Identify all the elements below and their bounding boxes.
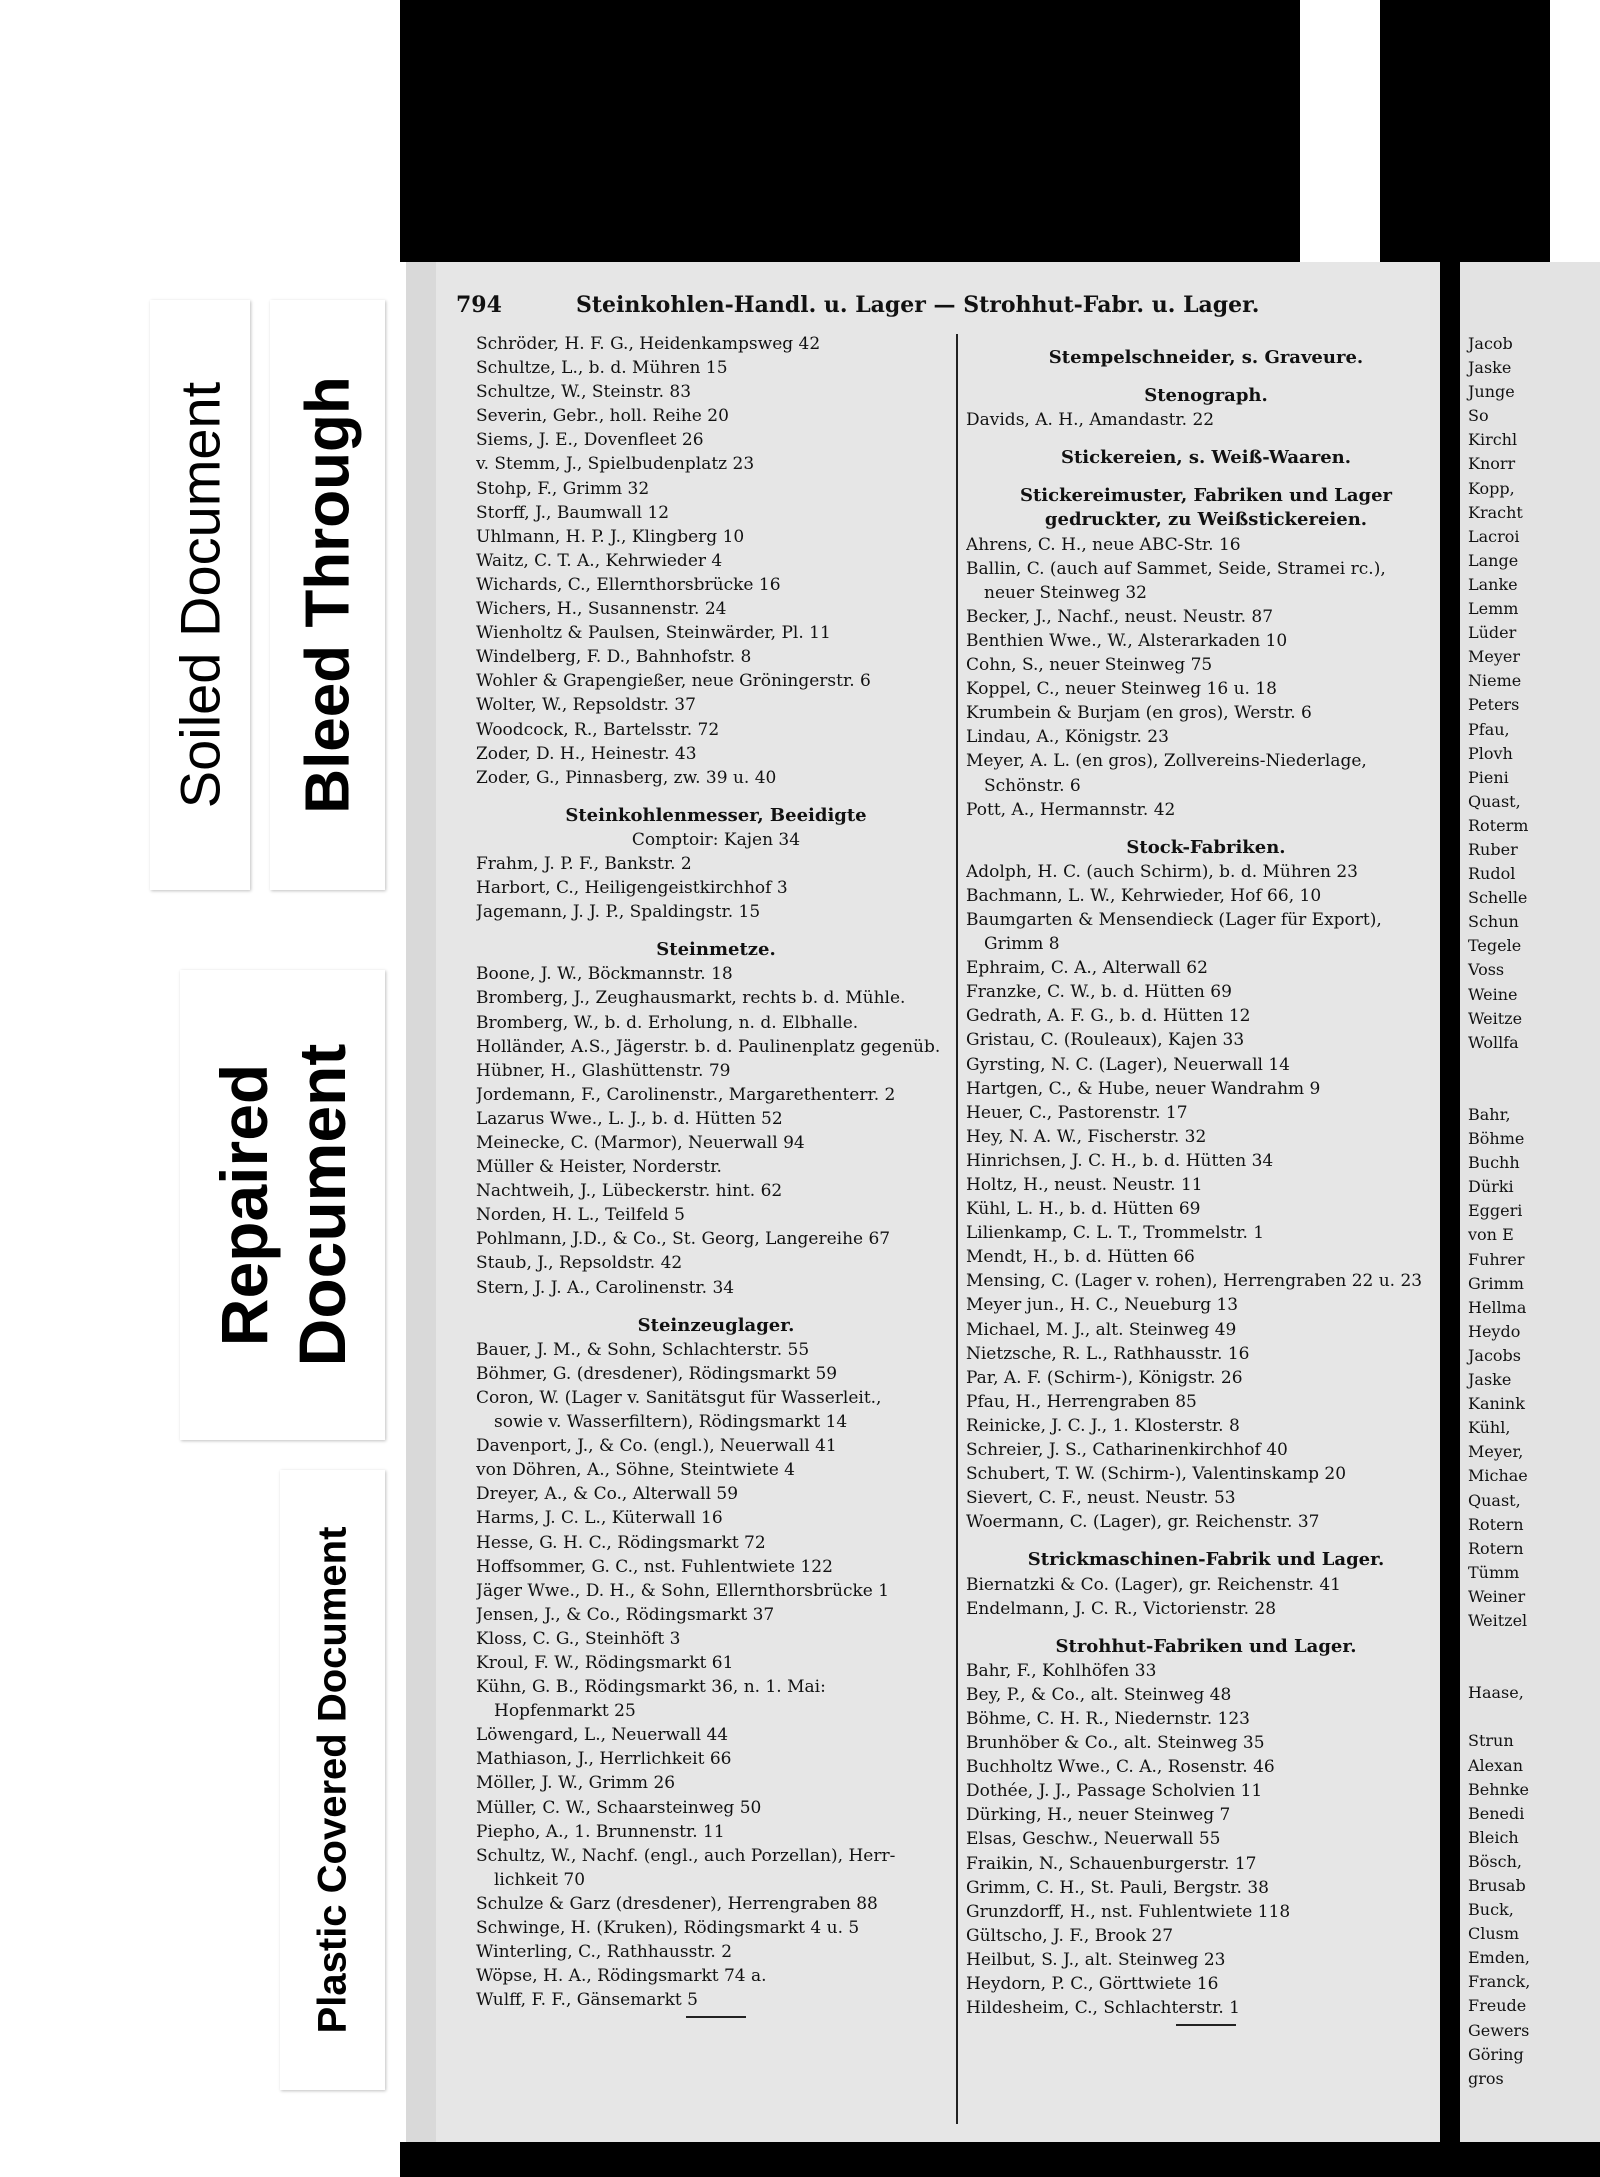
strip-fragment: Bahr, [1468,1105,1511,1124]
list-item: Staub, J., Repsoldstr. 42 [476,1253,683,1274]
list-item: Nietzsche, R. L., Rathhausstr. 16 [966,1343,1250,1364]
list-item: Meyer jun., H. C., Neueburg 13 [966,1295,1239,1316]
strip-fragment: Michae [1468,1466,1528,1486]
section-heading: Stickereien, s. Weiß-Waaren. [1060,447,1351,469]
list-item: Michael, M. J., alt. Steinweg 49 [966,1319,1237,1340]
section-heading: Strohhut-Fabriken und Lager. [1055,1635,1357,1657]
list-item: Lindau, A., Königstr. 23 [966,727,1169,748]
list-item: Lazarus Wwe., L. J., b. d. Hütten 52 [476,1108,783,1129]
list-item: Meyer, A. L. (en gros), Zollvereins-Niederlage, [966,751,1367,772]
list-item: Par, A. F. (Schirm-), Königstr. 26 [966,1367,1243,1388]
strip-fragment: Roterm [1468,815,1529,835]
strip-fragment: Behnke [1468,1779,1529,1799]
strip-fragment: Jaske [1468,1370,1512,1390]
section-heading: Stock-Fabriken. [1126,836,1286,858]
strip-fragment: Kirchl [1468,430,1518,450]
list-item: Bachmann, L. W., Kehrwieder, Hof 66, 10 [966,885,1322,906]
list-item: Mensing, C. (Lager v. rohen), Herrengraben 22 u. 23 [966,1271,1423,1292]
list-item: Gedrath, A. F. G., b. d. Hütten 12 [966,1006,1251,1027]
tab-bleed [270,300,385,890]
label-repaired-document: Repaired Document [206,1043,359,1367]
list-item: Hildesheim, C., Schlachterstr. 1 [966,1998,1240,2019]
list-item: Wichers, H., Susannenstr. 24 [476,599,727,620]
list-item: Brunhöber & Co., alt. Steinweg 35 [966,1733,1265,1754]
list-item: Hinrichsen, J. C. H., b. d. Hütten 34 [966,1150,1274,1171]
strip-fragment: Lange [1468,550,1519,570]
strip-fragment: Emden, [1468,1948,1530,1968]
list-item: Reinicke, J. C. J., 1. Klosterstr. 8 [966,1415,1240,1436]
list-item: Kloss, C. G., Steinhöft 3 [476,1628,681,1649]
page-title: Steinkohlen-Handl. u. Lager — Strohhut-Fabr. u. Lager. [576,292,1260,318]
list-item: Ephraim, C. A., Alterwall 62 [966,958,1208,979]
strip-fragment: Strun [1468,1731,1514,1751]
list-item: Fraikin, N., Schauenburgerstr. 17 [966,1853,1257,1874]
list-item: Zoder, G., Pinnasberg, zw. 39 u. 40 [476,767,777,788]
section-heading: Steinkohlenmesser, Beeidigte [565,804,867,826]
strip-fragment [1460,1705,1600,1729]
list-item: Pfau, H., Herrengraben 85 [966,1391,1197,1412]
strip-fragment: Schun [1468,912,1519,932]
list-item: Gyrsting, N. C. (Lager), Neuerwall 14 [966,1054,1290,1075]
list-item: Kühl, L. H., b. d. Hütten 69 [966,1199,1201,1220]
list-item: Heuer, C., Pastorenstr. 17 [966,1102,1188,1123]
strip-fragment: Weine [1468,984,1518,1004]
strip-fragment: Wollfa [1468,1032,1519,1052]
next-page-strip [1460,262,1600,2142]
list-item: Piepho, A., 1. Brunnenstr. 11 [476,1821,725,1842]
list-item: neuer Steinweg 32 [984,582,1148,603]
list-item: Koppel, C., neuer Steinweg 16 u. 18 [966,679,1277,700]
list-item: Franzke, C. W., b. d. Hütten 69 [966,982,1232,1003]
strip-fragment: So [1468,406,1489,426]
strip-fragment: Kühl, [1468,1418,1511,1438]
list-item: Ballin, C. (auch auf Sammet, Seide, Stramei rc.), [966,558,1386,579]
list-item: Pohlmann, J.D., & Co., St. Georg, Langereihe 67 [476,1229,891,1250]
list-item: Lilienkamp, C. L. T., Trommelstr. 1 [966,1223,1265,1244]
strip-fragment: Hellma [1468,1297,1527,1317]
list-item: Uhlmann, H. P. J., Klingberg 10 [476,526,745,547]
strip-fragment: Schelle [1468,888,1528,908]
list-item: Mendt, H., b. d. Hütten 66 [966,1247,1195,1268]
strip-fragment: Rotern [1468,1538,1524,1558]
strip-fragment: Kopp, [1468,478,1515,498]
strip-fragment [1460,1079,1600,1103]
list-item: Müller, C. W., Schaarsteinweg 50 [476,1797,762,1818]
strip-fragment: Eggeri [1468,1201,1523,1221]
list-item: Pott, A., Hermannstr. 42 [966,799,1176,820]
section-heading: Stenograph. [1144,385,1268,407]
list-item: Stern, J. J. A., Carolinenstr. 34 [476,1277,735,1298]
list-item: Schultze, L., b. d. Mühren 15 [476,358,728,379]
strip-fragment: Nieme [1468,671,1522,691]
list-item: Baumgarten & Mensendieck (Lager für Export), [966,909,1382,930]
tab-plastic [280,1470,385,2090]
label-plastic-covered-document: Plastic Covered Document [310,1526,354,2034]
strip-fragment: Haase, [1468,1683,1524,1703]
list-item: Hopfenmarkt 25 [494,1701,636,1722]
strip-fragment: Rotern [1468,1514,1524,1534]
list-item: Woermann, C. (Lager), gr. Reichenstr. 37 [966,1512,1320,1533]
strip-fragment: von E [1468,1225,1514,1245]
list-item: Hoffsommer, G. C., nst. Fuhlentwiete 122 [476,1556,833,1577]
list-item: Wienholtz & Paulsen, Steinwärder, Pl. 11 [476,623,831,644]
list-item: Elsas, Geschw., Neuerwall 55 [966,1829,1221,1850]
list-item: Kühn, G. B., Rödingsmarkt 36, n. 1. Mai: [476,1677,826,1698]
column-divider [956,334,958,2124]
list-item: Bauer, J. M., & Sohn, Schlachterstr. 55 [476,1339,810,1360]
list-item: Heydorn, P. C., Görttwiete 16 [966,1974,1219,1994]
list-item: Benthien Wwe., W., Alsterarkaden 10 [966,630,1288,651]
list-item: Heilbut, S. J., alt. Steinweg 23 [966,1949,1226,1970]
list-item: Jensen, J., & Co., Rödingsmarkt 37 [476,1604,775,1625]
strip-fragment: Jacob [1468,334,1513,353]
list-item: Davenport, J., & Co. (engl.), Neuerwall 41 [476,1436,837,1457]
list-item: Gültscho, J. F., Brook 27 [966,1925,1174,1946]
list-item: Schwinge, H. (Kruken), Rödingsmarkt 4 u. 5 [476,1918,860,1938]
strip-fragment: Lemm [1468,599,1519,619]
section-heading: Stempelschneider, s. Graveure. [1048,347,1364,368]
strip-fragment: Benedi [1468,1803,1525,1823]
list-item: Ahrens, C. H., neue ABC-Str. 16 [966,534,1241,555]
section-heading: Steinmetze. [656,939,776,961]
list-item: Grimm 8 [984,934,1060,955]
list-item: Hey, N. A. W., Fischerstr. 32 [966,1126,1207,1147]
list-item: Hübner, H., Glashüttenstr. 79 [476,1060,731,1081]
strip-fragment: Ruber [1468,839,1518,859]
list-item: Siems, J. E., Dovenfleet 26 [476,430,704,451]
list-item: Buchholtz Wwe., C. A., Rosenstr. 46 [966,1757,1275,1778]
strip-fragment [1460,1633,1600,1657]
page-number: 794 [456,292,502,318]
list-item: Boone, J. W., Böckmannstr. 18 [476,964,733,985]
strip-fragment: Franck, [1468,1972,1531,1992]
strip-fragment [1460,1055,1600,1079]
list-item: Endelmann, J. C. R., Victorienstr. 28 [966,1598,1277,1619]
list-item: Severin, Gebr., holl. Reihe 20 [476,406,729,427]
list-item: Sievert, C. F., neust. Neustr. 53 [966,1488,1236,1509]
strip-fragment: Lacroi [1468,526,1520,546]
strip-fragment: Kanink [1468,1394,1525,1414]
list-item: Schröder, H. F. G., Heidenkampsweg 42 [476,334,821,354]
strip-fragment: Rudol [1468,864,1516,884]
list-item: Müller & Heister, Norderstr. [476,1157,722,1178]
list-item: Grimm, C. H., St. Pauli, Bergstr. 38 [966,1877,1269,1898]
strip-fragment: Göring [1468,2044,1524,2064]
list-item: Gristau, C. (Rouleaux), Kajen 33 [966,1030,1245,1051]
section-subheading: Comptoir: Kajen 34 [631,829,801,850]
list-item: Norden, H. L., Teilfeld 5 [476,1205,685,1226]
list-item: Holtz, H., neust. Neustr. 11 [966,1175,1203,1195]
strip-fragment: Gewers [1468,2020,1530,2040]
left-column [476,332,956,2022]
list-item: Storff, J., Baumwall 12 [476,502,670,523]
strip-fragment: Bösch, [1468,1851,1522,1871]
left-margin [0,0,400,2177]
strip-fragment: Weitzel [1468,1610,1528,1630]
strip-fragment: Clusm [1468,1924,1520,1944]
strip-fragment: Meyer [1468,647,1521,667]
list-item: Kroul, F. W., Rödingsmarkt 61 [476,1652,734,1673]
strip-fragment: Brusab [1468,1876,1526,1895]
list-item: Grunzdorff, H., nst. Fuhlentwiete 118 [966,1901,1291,1922]
list-item: Krumbein & Burjam (en gros), Werstr. 6 [966,703,1312,724]
strip-fragment: Jaske [1468,358,1512,378]
list-item: Böhmer, G. (dresdener), Rödingsmarkt 59 [476,1363,838,1384]
list-item: Stohp, F., Grimm 32 [476,478,650,499]
list-item: Dürking, H., neuer Steinweg 7 [966,1805,1231,1826]
list-item: Windelberg, F. D., Bahnhofstr. 8 [476,647,752,668]
list-item: Wöpse, H. A., Rödingsmarkt 74 a. [476,1966,767,1987]
strip-fragment: Tegele [1468,936,1522,956]
tab-repaired [180,970,385,1440]
list-item: Nachtweih, J., Lübeckerstr. hint. 62 [476,1181,783,1202]
strip-fragment: Voss [1468,960,1505,980]
strip-fragment: Dürki [1468,1177,1514,1197]
list-item: Frahm, J. P. F., Bankstr. 2 [476,853,692,874]
list-item: Wichards, C., Ellernthorsbrücke 16 [476,574,781,595]
strip-fragment: Jacobs [1468,1345,1521,1365]
list-item: Möller, J. W., Grimm 26 [476,1773,676,1794]
page-content [436,262,1456,2142]
list-item: Hartgen, C., & Hube, neuer Wandrahm 9 [966,1078,1321,1099]
list-item: Bahr, F., Kohlhöfen 33 [966,1660,1157,1681]
strip-fragment: Buchh [1468,1153,1520,1173]
list-item: Dothée, J. J., Passage Scholvien 11 [966,1781,1263,1802]
list-item: Schultze, W., Steinstr. 83 [476,382,692,403]
list-item: Hesse, G. H. C., Rödingsmarkt 72 [476,1532,766,1553]
strip-fragment: Quast, [1468,1490,1521,1510]
strip-fragment: Lüder [1468,623,1517,643]
list-item: Woodcock, R., Bartelsstr. 72 [476,719,720,740]
list-item: Jagemann, J. J. P., Spaldingstr. 15 [476,902,761,923]
strip-fragment: Böhme [1468,1129,1525,1149]
list-item: Bromberg, J., Zeughausmarkt, rechts b. d. Mühle. [476,988,906,1009]
strip-fragment: gros [1468,2068,1504,2088]
list-item: Böhme, C. H. R., Niedernstr. 123 [966,1708,1250,1729]
top-right-margin [1550,0,1600,262]
list-item: Dreyer, A., & Co., Alterwall 59 [476,1484,739,1505]
strip-fragment: Pieni [1468,767,1509,787]
strip-fragment: Lanke [1468,574,1518,594]
list-item: Wolter, W., Repsoldstr. 37 [476,695,696,716]
page-header [456,292,1416,322]
strip-fragment: Weitze [1468,1008,1523,1028]
strip-fragment: Alexan [1468,1755,1524,1775]
label-bleed-through: Bleed Through [293,376,362,814]
list-item: Bromberg, W., b. d. Erholung, n. d. Elbhalle. [476,1012,859,1033]
list-item: Schultz, W., Nachf. (engl., auch Porzellan), Herr- [476,1845,896,1866]
strip-fragment: Peters [1468,695,1520,715]
scanned-page [400,262,1466,2142]
strip-fragment: Tümm [1468,1562,1520,1582]
list-item: Jordemann, F., Carolinenstr., Margarethenterr. 2 [476,1084,896,1105]
strip-fragment: Meyer, [1468,1442,1524,1462]
top-margin [1300,0,1380,262]
list-item: Holländer, A.S., Jägerstr. b. d. Paulinenplatz gegenüb. [476,1036,941,1057]
strip-fragment: Pfau, [1468,719,1510,739]
list-item: sowie v. Wasserfiltern), Rödingsmarkt 14 [494,1412,848,1433]
list-item: Schreier, J. S., Catharinenkirchhof 40 [966,1440,1288,1461]
list-item: Wulff, F. F., Gänsemarkt 5 [476,1990,698,2011]
strip-fragment: Junge [1468,382,1515,402]
list-item: lichkeit 70 [494,1869,586,1890]
list-item: Harms, J. C. L., Küterwall 16 [476,1508,723,1529]
strip-fragment: Fuhrer [1468,1249,1525,1269]
list-item: von Döhren, A., Söhne, Steintwiete 4 [476,1460,795,1481]
list-item: Schönstr. 6 [984,775,1081,796]
list-item: Jäger Wwe., D. H., & Sohn, Ellernthorsbrücke 1 [476,1580,890,1601]
list-item: Wohler & Grapengießer, neue Gröningerstr. 6 [476,671,871,692]
list-item: Waitz, C. T. A., Kehrwieder 4 [476,550,723,571]
list-item: Zoder, D. H., Heinestr. 43 [476,743,697,764]
list-item: Harbort, C., Heiligengeistkirchhof 3 [476,878,788,899]
strip-fragment: Freude [1468,1996,1527,2016]
list-item: Adolph, H. C. (auch Schirm), b. d. Mühren 23 [966,861,1358,882]
end-rule [1176,2024,1236,2026]
list-item: Schulze & Garz (dresdener), Herrengraben 88 [476,1893,878,1914]
strip-fragment: Heydo [1468,1321,1521,1341]
section-heading: Stickereimuster, Fabriken und Lager gedruckter, zu Weißstickereien. [1019,485,1393,531]
strip-fragment: Kracht [1468,502,1523,522]
list-item: Biernatzki & Co. (Lager), gr. Reichenstr. 41 [966,1574,1341,1595]
list-item: Bey, P., & Co., alt. Steinweg 48 [966,1684,1232,1705]
strip-fragment [1460,1657,1600,1681]
list-item: Schubert, T. W. (Schirm-), Valentinskamp 20 [966,1464,1347,1485]
tab-soiled [150,300,250,890]
list-item: Becker, J., Nachf., neust. Neustr. 87 [966,606,1274,627]
list-item: Coron, W. (Lager v. Sanitätsgut für Wasserleit., [476,1387,882,1408]
strip-fragment: Bleich [1468,1827,1519,1847]
strip-fragment: Buck, [1468,1900,1514,1920]
list-item: Meinecke, C. (Marmor), Neuerwall 94 [476,1133,805,1153]
right-column [966,332,1446,2030]
strip-fragment: Plovh [1468,743,1513,763]
list-item: Mathiason, J., Herrlichkeit 66 [476,1749,732,1770]
list-item: Davids, A. H., Amandastr. 22 [966,410,1215,431]
strip-fragment: Quast, [1468,791,1521,811]
strip-fragment: Knorr [1468,454,1516,474]
list-item: Cohn, S., neuer Steinweg 75 [966,655,1213,676]
section-heading: Steinzeuglager. [637,1314,795,1336]
strip-fragment: Grimm [1468,1273,1524,1293]
section-heading: Strickmaschinen-Fabrik und Lager. [1027,1549,1385,1571]
strip-fragment: Weiner [1468,1586,1526,1606]
end-rule [686,2016,746,2018]
list-item: Winterling, C., Rathhausstr. 2 [476,1942,733,1963]
label-soiled-document: Soiled Document [168,381,232,809]
list-item: Löwengard, L., Neuerwall 44 [476,1725,729,1746]
list-item: v. Stemm, J., Spielbudenplatz 23 [476,454,755,475]
